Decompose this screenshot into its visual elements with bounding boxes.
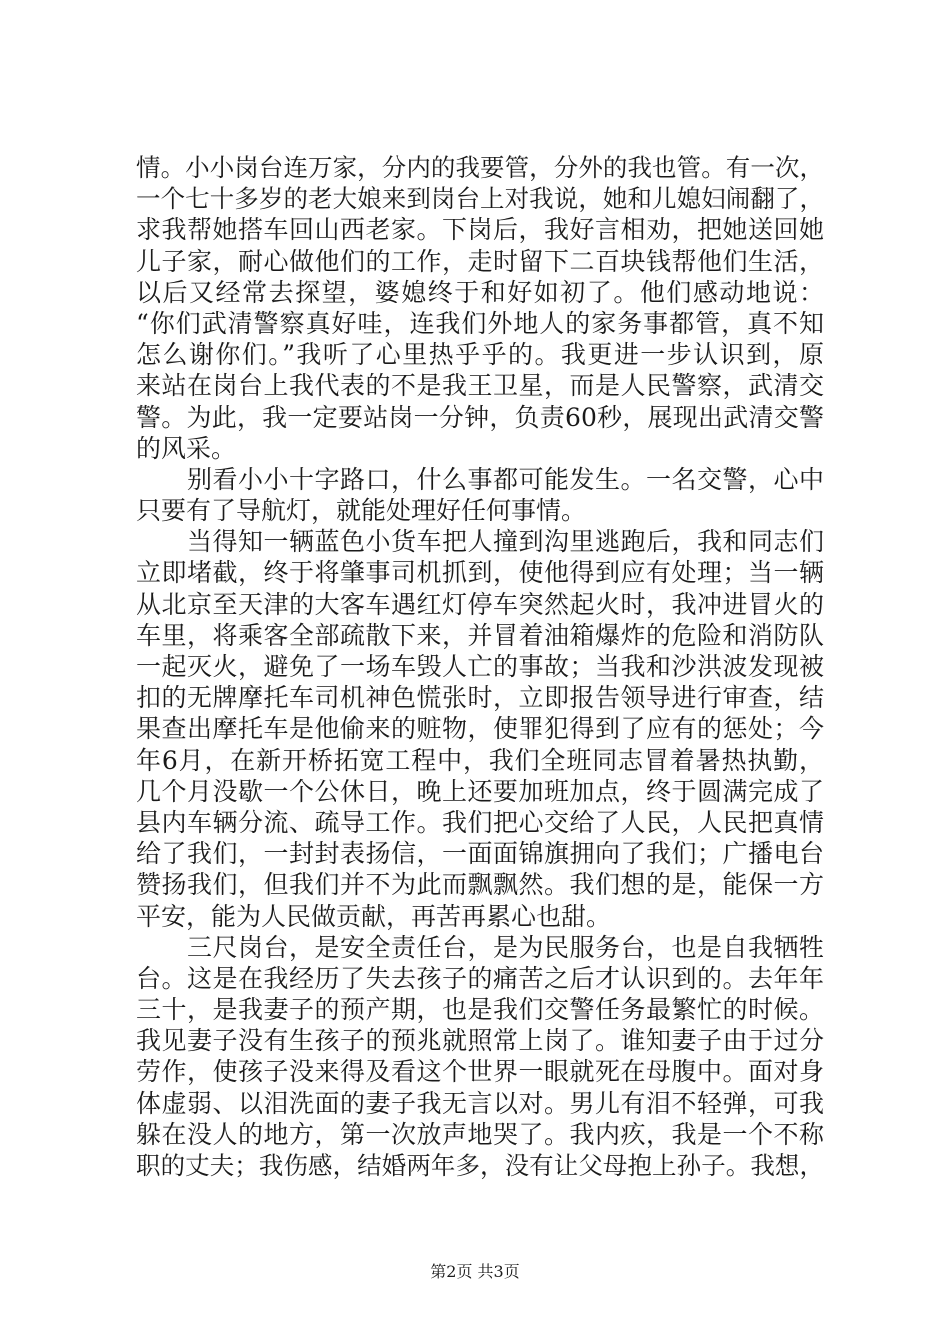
text-line: “你们武清警察真好哇，连我们外地人的家务事都管，真不知	[136, 308, 824, 338]
text-line: 给了我们，一封封表扬信，一面面锦旗拥向了我们；广播电台	[136, 839, 824, 869]
text-line: 立即堵截，终于将肇事司机抓到，使他得到应有处理；当一辆	[136, 558, 824, 588]
text-line: 以后又经常去探望，婆媳终于和好如初了。他们感动地说：	[136, 277, 824, 307]
text-line: 从北京至天津的大客车遇红灯停车突然起火时，我冲进冒火的	[136, 589, 824, 619]
text-line: 别看小小十字路口，什么事都可能发生。一名交警，心中	[136, 464, 824, 494]
text-line: 情。小小岗台连万家，分内的我要管，分外的我也管。有一次，	[136, 153, 824, 182]
text-line: 当得知一辆蓝色小货车把人撞到沟里逃跑后，我和同志们	[136, 527, 824, 557]
text-line: 儿子家，耐心做他们的工作，走时留下二百块钱帮他们生活，	[136, 246, 824, 276]
text-line: 来站在岗台上我代表的不是我王卫星，而是人民警察，武清交	[136, 371, 824, 401]
text-line: 赞扬我们，但我们并不为此而飘飘然。我们想的是，能保一方	[136, 870, 824, 900]
text-line: 只要有了导航灯，就能处理好任何事情。	[136, 496, 587, 526]
text-line: 几个月没歇一个公休日，晚上还要加班加点，终于圆满完成了	[136, 776, 824, 806]
text-line: 一个七十多岁的老大娘来到岗台上对我说，她和儿媳妇闹翻了，	[136, 184, 824, 214]
text-line: 年6月，在新开桥拓宽工程中，我们全班同志冒着暑热执勤，	[136, 745, 824, 775]
text-line: 怎么谢你们。”我听了心里热乎乎的。我更进一步认识到，原	[136, 340, 824, 370]
text-line: 车里，将乘客全部疏散下来，并冒着油箱爆炸的危险和消防队	[136, 620, 824, 650]
text-line: 三尺岗台，是安全责任台，是为民服务台，也是自我牺牲	[136, 932, 824, 962]
text-line: 我见妻子没有生孩子的预兆就照常上岗了。谁知妻子由于过分	[136, 1026, 824, 1056]
text-line: 体虚弱、以泪洗面的妻子我无言以对。男儿有泪不轻弹，可我	[136, 1088, 824, 1118]
text-line: 平安，能为人民做贡献，再苦再累心也甜。	[136, 901, 612, 931]
text-line: 台。这是在我经历了失去孩子的痛苦之后才认识到的。去年年	[136, 963, 824, 993]
document-body	[136, 152, 824, 1181]
text-line: 职的丈夫；我伤感，结婚两年多，没有让父母抱上孙子。我想，	[136, 1151, 824, 1180]
text-line: 三十，是我妻子的预产期，也是我们交警任务最繁忙的时候。	[136, 995, 824, 1025]
text-line: 果查出摩托车是他偷来的赃物，使罪犯得到了应有的惩处；今	[136, 714, 824, 744]
text-line: 的风采。	[136, 433, 237, 463]
page-footer	[0, 1262, 950, 1282]
text-line: 一起灭火，避免了一场车毁人亡的事故；当我和沙洪波发现被	[136, 652, 824, 681]
text-line: 劳作，使孩子没来得及看这个世界一眼就死在母腹中。面对身	[136, 1057, 824, 1087]
text-line: 躲在没人的地方，第一次放声地哭了。我内疚，我是一个不称	[136, 1119, 824, 1149]
text-line: 求我帮她搭车回山西老家。下岗后，我好言相劝，把她送回她	[136, 215, 824, 245]
text-line: 县内车辆分流、疏导工作。我们把心交给了人民，人民把真情	[136, 807, 824, 837]
text-line: 扣的无牌摩托车司机神色慌张时，立即报告领导进行审查，结	[136, 683, 824, 713]
text-line: 警。为此，我一定要站岗一分钟，负责60秒，展现出武清交警	[136, 402, 824, 432]
page-number: 第2页 共3页	[430, 1262, 520, 1281]
